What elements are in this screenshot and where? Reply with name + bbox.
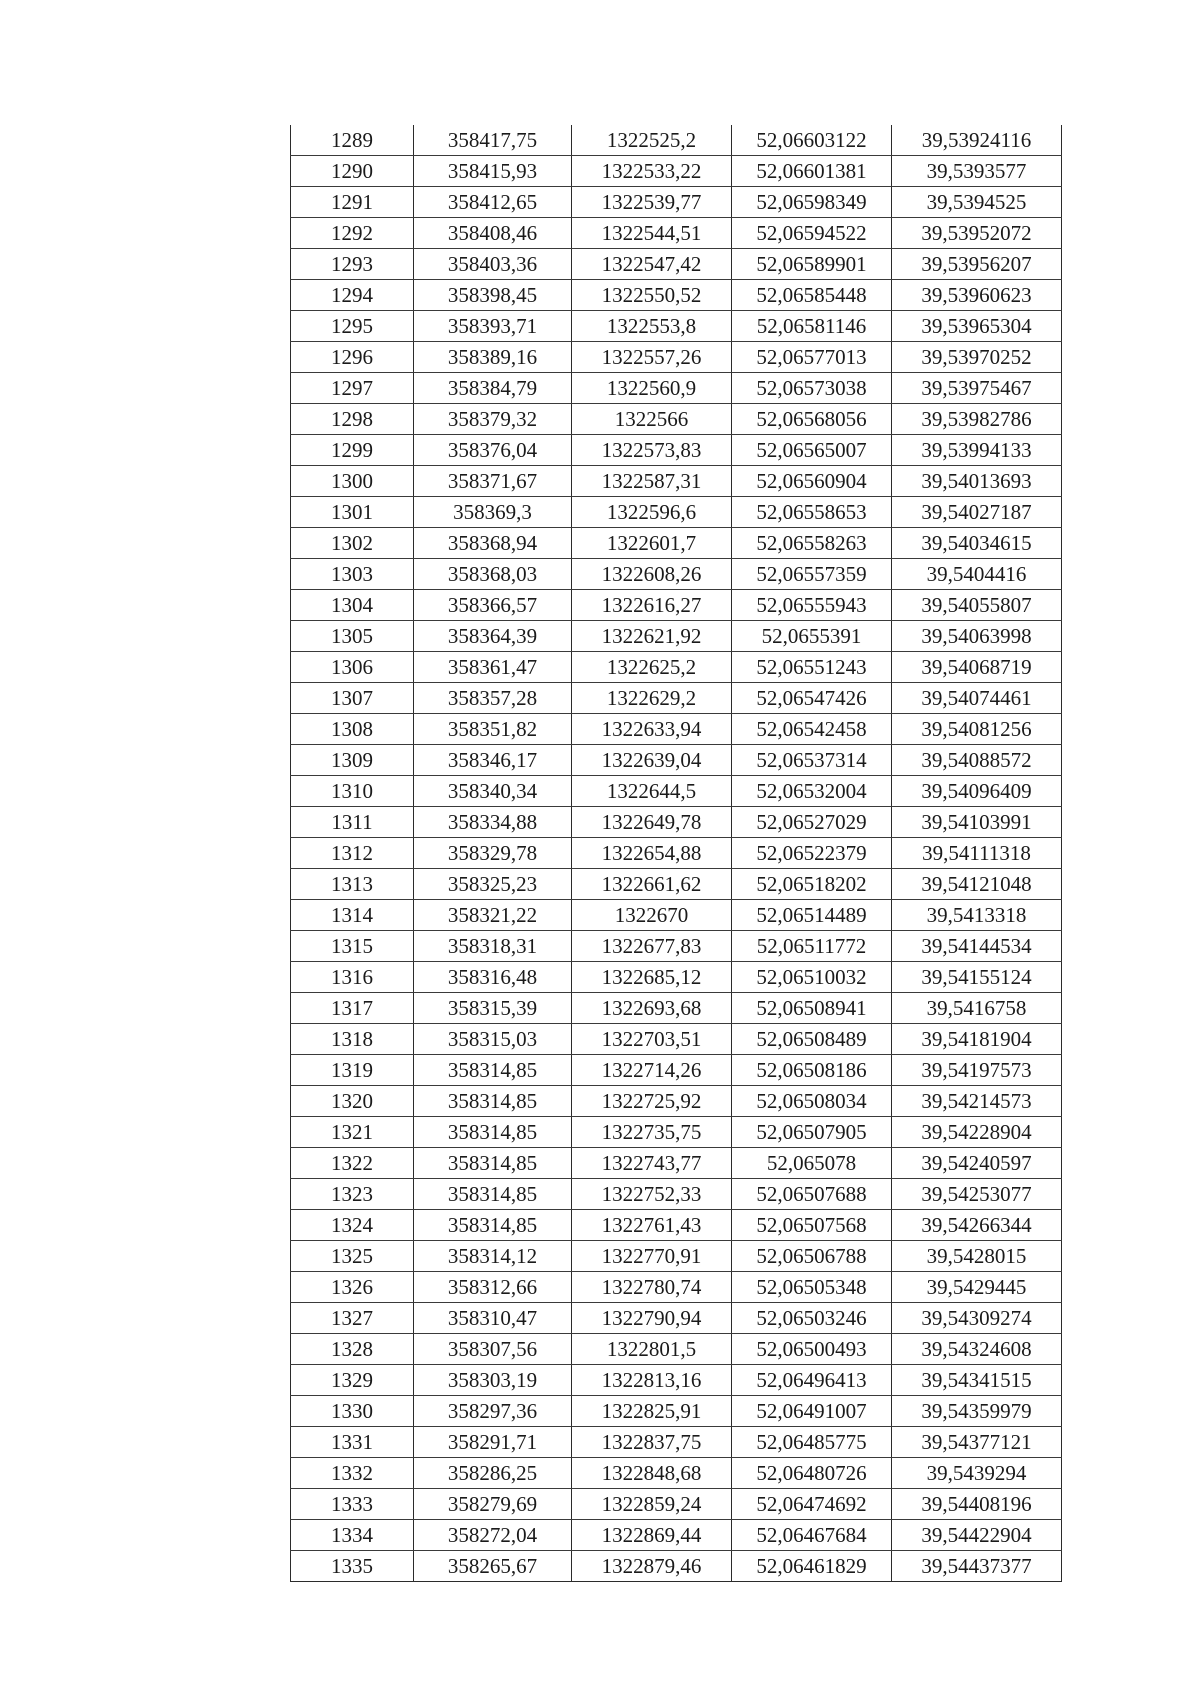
latitude-cell: 52,06507688 (732, 1179, 892, 1210)
point-number-cell: 1324 (291, 1210, 414, 1241)
longitude-cell: 39,54034615 (892, 528, 1062, 559)
x-coordinate-cell: 358316,48 (414, 962, 572, 993)
x-coordinate-cell: 358318,31 (414, 931, 572, 962)
table-row (291, 1489, 1062, 1520)
latitude-cell: 52,06508186 (732, 1055, 892, 1086)
y-coordinate-cell: 1322725,92 (572, 1086, 732, 1117)
point-number-cell: 1314 (291, 900, 414, 931)
longitude-cell: 39,5416758 (892, 993, 1062, 1024)
table-row (291, 683, 1062, 714)
x-coordinate-cell: 358389,16 (414, 342, 572, 373)
x-coordinate-cell: 358291,71 (414, 1427, 572, 1458)
table-row (291, 590, 1062, 621)
latitude-cell: 52,06558653 (732, 497, 892, 528)
x-coordinate-cell: 358371,67 (414, 466, 572, 497)
table-row (291, 559, 1062, 590)
latitude-cell: 52,06522379 (732, 838, 892, 869)
y-coordinate-cell: 1322544,51 (572, 218, 732, 249)
point-number-cell: 1301 (291, 497, 414, 528)
point-number-cell: 1329 (291, 1365, 414, 1396)
x-coordinate-cell: 358398,45 (414, 280, 572, 311)
y-coordinate-cell: 1322553,8 (572, 311, 732, 342)
latitude-cell: 52,06585448 (732, 280, 892, 311)
longitude-cell: 39,53994133 (892, 435, 1062, 466)
y-coordinate-cell: 1322693,68 (572, 993, 732, 1024)
point-number-cell: 1307 (291, 683, 414, 714)
point-number-cell: 1320 (291, 1086, 414, 1117)
point-number-cell: 1330 (291, 1396, 414, 1427)
table-row (291, 1520, 1062, 1551)
y-coordinate-cell: 1322533,22 (572, 156, 732, 187)
point-number-cell: 1299 (291, 435, 414, 466)
y-coordinate-cell: 1322629,2 (572, 683, 732, 714)
x-coordinate-cell: 358303,19 (414, 1365, 572, 1396)
x-coordinate-cell: 358314,12 (414, 1241, 572, 1272)
latitude-cell: 52,06577013 (732, 342, 892, 373)
x-coordinate-cell: 358314,85 (414, 1117, 572, 1148)
x-coordinate-cell: 358415,93 (414, 156, 572, 187)
table-row (291, 1365, 1062, 1396)
table-row (291, 342, 1062, 373)
latitude-cell: 52,06508034 (732, 1086, 892, 1117)
latitude-cell: 52,06496413 (732, 1365, 892, 1396)
latitude-cell: 52,06565007 (732, 435, 892, 466)
latitude-cell: 52,06507568 (732, 1210, 892, 1241)
longitude-cell: 39,54422904 (892, 1520, 1062, 1551)
longitude-cell: 39,54121048 (892, 869, 1062, 900)
y-coordinate-cell: 1322550,52 (572, 280, 732, 311)
x-coordinate-cell: 358361,47 (414, 652, 572, 683)
point-number-cell: 1327 (291, 1303, 414, 1334)
longitude-cell: 39,54063998 (892, 621, 1062, 652)
longitude-cell: 39,54341515 (892, 1365, 1062, 1396)
longitude-cell: 39,54081256 (892, 714, 1062, 745)
table-row (291, 1117, 1062, 1148)
x-coordinate-cell: 358325,23 (414, 869, 572, 900)
y-coordinate-cell: 1322859,24 (572, 1489, 732, 1520)
table-row (291, 900, 1062, 931)
latitude-cell: 52,06511772 (732, 931, 892, 962)
longitude-cell: 39,54055807 (892, 590, 1062, 621)
point-number-cell: 1328 (291, 1334, 414, 1365)
longitude-cell: 39,54144534 (892, 931, 1062, 962)
latitude-cell: 52,06507905 (732, 1117, 892, 1148)
longitude-cell: 39,5404416 (892, 559, 1062, 590)
longitude-cell: 39,54096409 (892, 776, 1062, 807)
table-row (291, 373, 1062, 404)
coordinate-table-body (291, 125, 1062, 1582)
table-row (291, 1396, 1062, 1427)
x-coordinate-cell: 358265,67 (414, 1551, 572, 1582)
point-number-cell: 1315 (291, 931, 414, 962)
longitude-cell: 39,54240597 (892, 1148, 1062, 1179)
latitude-cell: 52,06568056 (732, 404, 892, 435)
y-coordinate-cell: 1322525,2 (572, 125, 732, 156)
longitude-cell: 39,54111318 (892, 838, 1062, 869)
y-coordinate-cell: 1322677,83 (572, 931, 732, 962)
table-row (291, 187, 1062, 218)
table-row (291, 528, 1062, 559)
y-coordinate-cell: 1322625,2 (572, 652, 732, 683)
table-row (291, 1179, 1062, 1210)
latitude-cell: 52,06598349 (732, 187, 892, 218)
y-coordinate-cell: 1322661,62 (572, 869, 732, 900)
latitude-cell: 52,0655391 (732, 621, 892, 652)
x-coordinate-cell: 358334,88 (414, 807, 572, 838)
y-coordinate-cell: 1322573,83 (572, 435, 732, 466)
longitude-cell: 39,53956207 (892, 249, 1062, 280)
longitude-cell: 39,54027187 (892, 497, 1062, 528)
latitude-cell: 52,06603122 (732, 125, 892, 156)
x-coordinate-cell: 358314,85 (414, 1086, 572, 1117)
longitude-cell: 39,5413318 (892, 900, 1062, 931)
table-row (291, 435, 1062, 466)
point-number-cell: 1292 (291, 218, 414, 249)
latitude-cell: 52,06551243 (732, 652, 892, 683)
longitude-cell: 39,53924116 (892, 125, 1062, 156)
x-coordinate-cell: 358297,36 (414, 1396, 572, 1427)
point-number-cell: 1333 (291, 1489, 414, 1520)
x-coordinate-cell: 358364,39 (414, 621, 572, 652)
table-row (291, 1458, 1062, 1489)
table-row (291, 1272, 1062, 1303)
y-coordinate-cell: 1322752,33 (572, 1179, 732, 1210)
x-coordinate-cell: 358412,65 (414, 187, 572, 218)
point-number-cell: 1335 (291, 1551, 414, 1582)
point-number-cell: 1323 (291, 1179, 414, 1210)
longitude-cell: 39,5439294 (892, 1458, 1062, 1489)
table-row (291, 1334, 1062, 1365)
point-number-cell: 1312 (291, 838, 414, 869)
latitude-cell: 52,06491007 (732, 1396, 892, 1427)
y-coordinate-cell: 1322596,6 (572, 497, 732, 528)
table-row (291, 1303, 1062, 1334)
x-coordinate-cell: 358315,39 (414, 993, 572, 1024)
x-coordinate-cell: 358346,17 (414, 745, 572, 776)
point-number-cell: 1311 (291, 807, 414, 838)
y-coordinate-cell: 1322633,94 (572, 714, 732, 745)
latitude-cell: 52,06508941 (732, 993, 892, 1024)
y-coordinate-cell: 1322539,77 (572, 187, 732, 218)
y-coordinate-cell: 1322560,9 (572, 373, 732, 404)
x-coordinate-cell: 358340,34 (414, 776, 572, 807)
y-coordinate-cell: 1322703,51 (572, 1024, 732, 1055)
y-coordinate-cell: 1322780,74 (572, 1272, 732, 1303)
latitude-cell: 52,06560904 (732, 466, 892, 497)
latitude-cell: 52,06503246 (732, 1303, 892, 1334)
y-coordinate-cell: 1322557,26 (572, 342, 732, 373)
table-row (291, 404, 1062, 435)
point-number-cell: 1305 (291, 621, 414, 652)
y-coordinate-cell: 1322547,42 (572, 249, 732, 280)
latitude-cell: 52,06557359 (732, 559, 892, 590)
longitude-cell: 39,54228904 (892, 1117, 1062, 1148)
table-row (291, 1210, 1062, 1241)
y-coordinate-cell: 1322616,27 (572, 590, 732, 621)
latitude-cell: 52,06514489 (732, 900, 892, 931)
x-coordinate-cell: 358329,78 (414, 838, 572, 869)
latitude-cell: 52,065078 (732, 1148, 892, 1179)
point-number-cell: 1318 (291, 1024, 414, 1055)
point-number-cell: 1306 (291, 652, 414, 683)
table-row (291, 497, 1062, 528)
longitude-cell: 39,54013693 (892, 466, 1062, 497)
point-number-cell: 1293 (291, 249, 414, 280)
longitude-cell: 39,5429445 (892, 1272, 1062, 1303)
y-coordinate-cell: 1322869,44 (572, 1520, 732, 1551)
point-number-cell: 1325 (291, 1241, 414, 1272)
y-coordinate-cell: 1322735,75 (572, 1117, 732, 1148)
latitude-cell: 52,06558263 (732, 528, 892, 559)
point-number-cell: 1316 (291, 962, 414, 993)
table-row (291, 962, 1062, 993)
table-row (291, 1024, 1062, 1055)
x-coordinate-cell: 358376,04 (414, 435, 572, 466)
x-coordinate-cell: 358279,69 (414, 1489, 572, 1520)
y-coordinate-cell: 1322685,12 (572, 962, 732, 993)
latitude-cell: 52,06506788 (732, 1241, 892, 1272)
y-coordinate-cell: 1322644,5 (572, 776, 732, 807)
point-number-cell: 1294 (291, 280, 414, 311)
point-number-cell: 1289 (291, 125, 414, 156)
table-row (291, 1055, 1062, 1086)
point-number-cell: 1308 (291, 714, 414, 745)
longitude-cell: 39,54266344 (892, 1210, 1062, 1241)
y-coordinate-cell: 1322879,46 (572, 1551, 732, 1582)
latitude-cell: 52,06547426 (732, 683, 892, 714)
point-number-cell: 1322 (291, 1148, 414, 1179)
longitude-cell: 39,54074461 (892, 683, 1062, 714)
longitude-cell: 39,54155124 (892, 962, 1062, 993)
table-row (291, 776, 1062, 807)
y-coordinate-cell: 1322825,91 (572, 1396, 732, 1427)
point-number-cell: 1291 (291, 187, 414, 218)
table-row (291, 931, 1062, 962)
y-coordinate-cell: 1322566 (572, 404, 732, 435)
y-coordinate-cell: 1322654,88 (572, 838, 732, 869)
point-number-cell: 1317 (291, 993, 414, 1024)
latitude-cell: 52,06474692 (732, 1489, 892, 1520)
y-coordinate-cell: 1322761,43 (572, 1210, 732, 1241)
x-coordinate-cell: 358272,04 (414, 1520, 572, 1551)
table-row (291, 1148, 1062, 1179)
longitude-cell: 39,5393577 (892, 156, 1062, 187)
y-coordinate-cell: 1322639,04 (572, 745, 732, 776)
table-row (291, 807, 1062, 838)
longitude-cell: 39,5394525 (892, 187, 1062, 218)
y-coordinate-cell: 1322714,26 (572, 1055, 732, 1086)
longitude-cell: 39,54359979 (892, 1396, 1062, 1427)
x-coordinate-cell: 358368,94 (414, 528, 572, 559)
latitude-cell: 52,06537314 (732, 745, 892, 776)
latitude-cell: 52,06532004 (732, 776, 892, 807)
longitude-cell: 39,54324608 (892, 1334, 1062, 1365)
point-number-cell: 1297 (291, 373, 414, 404)
point-number-cell: 1310 (291, 776, 414, 807)
y-coordinate-cell: 1322790,94 (572, 1303, 732, 1334)
longitude-cell: 39,54197573 (892, 1055, 1062, 1086)
y-coordinate-cell: 1322649,78 (572, 807, 732, 838)
latitude-cell: 52,06573038 (732, 373, 892, 404)
x-coordinate-cell: 358357,28 (414, 683, 572, 714)
point-number-cell: 1326 (291, 1272, 414, 1303)
x-coordinate-cell: 358366,57 (414, 590, 572, 621)
point-number-cell: 1298 (291, 404, 414, 435)
x-coordinate-cell: 358315,03 (414, 1024, 572, 1055)
latitude-cell: 52,06461829 (732, 1551, 892, 1582)
longitude-cell: 39,53975467 (892, 373, 1062, 404)
longitude-cell: 39,5428015 (892, 1241, 1062, 1272)
latitude-cell: 52,06601381 (732, 156, 892, 187)
table-row (291, 993, 1062, 1024)
longitude-cell: 39,54088572 (892, 745, 1062, 776)
latitude-cell: 52,06518202 (732, 869, 892, 900)
latitude-cell: 52,06589901 (732, 249, 892, 280)
x-coordinate-cell: 358312,66 (414, 1272, 572, 1303)
latitude-cell: 52,06594522 (732, 218, 892, 249)
table-row (291, 1241, 1062, 1272)
table-row (291, 1086, 1062, 1117)
table-row (291, 280, 1062, 311)
y-coordinate-cell: 1322837,75 (572, 1427, 732, 1458)
latitude-cell: 52,06581146 (732, 311, 892, 342)
latitude-cell: 52,06480726 (732, 1458, 892, 1489)
x-coordinate-cell: 358369,3 (414, 497, 572, 528)
point-number-cell: 1319 (291, 1055, 414, 1086)
point-number-cell: 1313 (291, 869, 414, 900)
point-number-cell: 1309 (291, 745, 414, 776)
point-number-cell: 1334 (291, 1520, 414, 1551)
y-coordinate-cell: 1322587,31 (572, 466, 732, 497)
longitude-cell: 39,53952072 (892, 218, 1062, 249)
latitude-cell: 52,06467684 (732, 1520, 892, 1551)
x-coordinate-cell: 358307,56 (414, 1334, 572, 1365)
latitude-cell: 52,06510032 (732, 962, 892, 993)
y-coordinate-cell: 1322601,7 (572, 528, 732, 559)
x-coordinate-cell: 358310,47 (414, 1303, 572, 1334)
table-row (291, 621, 1062, 652)
x-coordinate-cell: 358417,75 (414, 125, 572, 156)
x-coordinate-cell: 358321,22 (414, 900, 572, 931)
y-coordinate-cell: 1322770,91 (572, 1241, 732, 1272)
x-coordinate-cell: 358351,82 (414, 714, 572, 745)
longitude-cell: 39,54214573 (892, 1086, 1062, 1117)
y-coordinate-cell: 1322801,5 (572, 1334, 732, 1365)
y-coordinate-cell: 1322813,16 (572, 1365, 732, 1396)
x-coordinate-cell: 358408,46 (414, 218, 572, 249)
table-row (291, 249, 1062, 280)
table-row (291, 838, 1062, 869)
x-coordinate-cell: 358314,85 (414, 1148, 572, 1179)
table-row (291, 125, 1062, 156)
table-row (291, 311, 1062, 342)
x-coordinate-cell: 358379,32 (414, 404, 572, 435)
longitude-cell: 39,54181904 (892, 1024, 1062, 1055)
table-row (291, 156, 1062, 187)
latitude-cell: 52,06485775 (732, 1427, 892, 1458)
longitude-cell: 39,54309274 (892, 1303, 1062, 1334)
longitude-cell: 39,54103991 (892, 807, 1062, 838)
x-coordinate-cell: 358368,03 (414, 559, 572, 590)
longitude-cell: 39,53982786 (892, 404, 1062, 435)
y-coordinate-cell: 1322848,68 (572, 1458, 732, 1489)
longitude-cell: 39,54377121 (892, 1427, 1062, 1458)
point-number-cell: 1321 (291, 1117, 414, 1148)
latitude-cell: 52,06500493 (732, 1334, 892, 1365)
latitude-cell: 52,06555943 (732, 590, 892, 621)
longitude-cell: 39,53970252 (892, 342, 1062, 373)
latitude-cell: 52,06505348 (732, 1272, 892, 1303)
longitude-cell: 39,54437377 (892, 1551, 1062, 1582)
longitude-cell: 39,53965304 (892, 311, 1062, 342)
coordinate-table (290, 125, 1062, 1582)
x-coordinate-cell: 358403,36 (414, 249, 572, 280)
x-coordinate-cell: 358384,79 (414, 373, 572, 404)
y-coordinate-cell: 1322621,92 (572, 621, 732, 652)
table-row (291, 1551, 1062, 1582)
longitude-cell: 39,54408196 (892, 1489, 1062, 1520)
table-row (291, 218, 1062, 249)
point-number-cell: 1302 (291, 528, 414, 559)
latitude-cell: 52,06527029 (732, 807, 892, 838)
point-number-cell: 1290 (291, 156, 414, 187)
x-coordinate-cell: 358286,25 (414, 1458, 572, 1489)
table-row (291, 466, 1062, 497)
x-coordinate-cell: 358314,85 (414, 1055, 572, 1086)
y-coordinate-cell: 1322743,77 (572, 1148, 732, 1179)
y-coordinate-cell: 1322608,26 (572, 559, 732, 590)
point-number-cell: 1304 (291, 590, 414, 621)
x-coordinate-cell: 358393,71 (414, 311, 572, 342)
point-number-cell: 1296 (291, 342, 414, 373)
x-coordinate-cell: 358314,85 (414, 1210, 572, 1241)
point-number-cell: 1331 (291, 1427, 414, 1458)
longitude-cell: 39,54068719 (892, 652, 1062, 683)
table-row (291, 745, 1062, 776)
table-row (291, 1427, 1062, 1458)
x-coordinate-cell: 358314,85 (414, 1179, 572, 1210)
point-number-cell: 1303 (291, 559, 414, 590)
table-row (291, 869, 1062, 900)
point-number-cell: 1300 (291, 466, 414, 497)
table-row (291, 652, 1062, 683)
point-number-cell: 1332 (291, 1458, 414, 1489)
y-coordinate-cell: 1322670 (572, 900, 732, 931)
longitude-cell: 39,53960623 (892, 280, 1062, 311)
longitude-cell: 39,54253077 (892, 1179, 1062, 1210)
latitude-cell: 52,06542458 (732, 714, 892, 745)
point-number-cell: 1295 (291, 311, 414, 342)
table-row (291, 714, 1062, 745)
latitude-cell: 52,06508489 (732, 1024, 892, 1055)
